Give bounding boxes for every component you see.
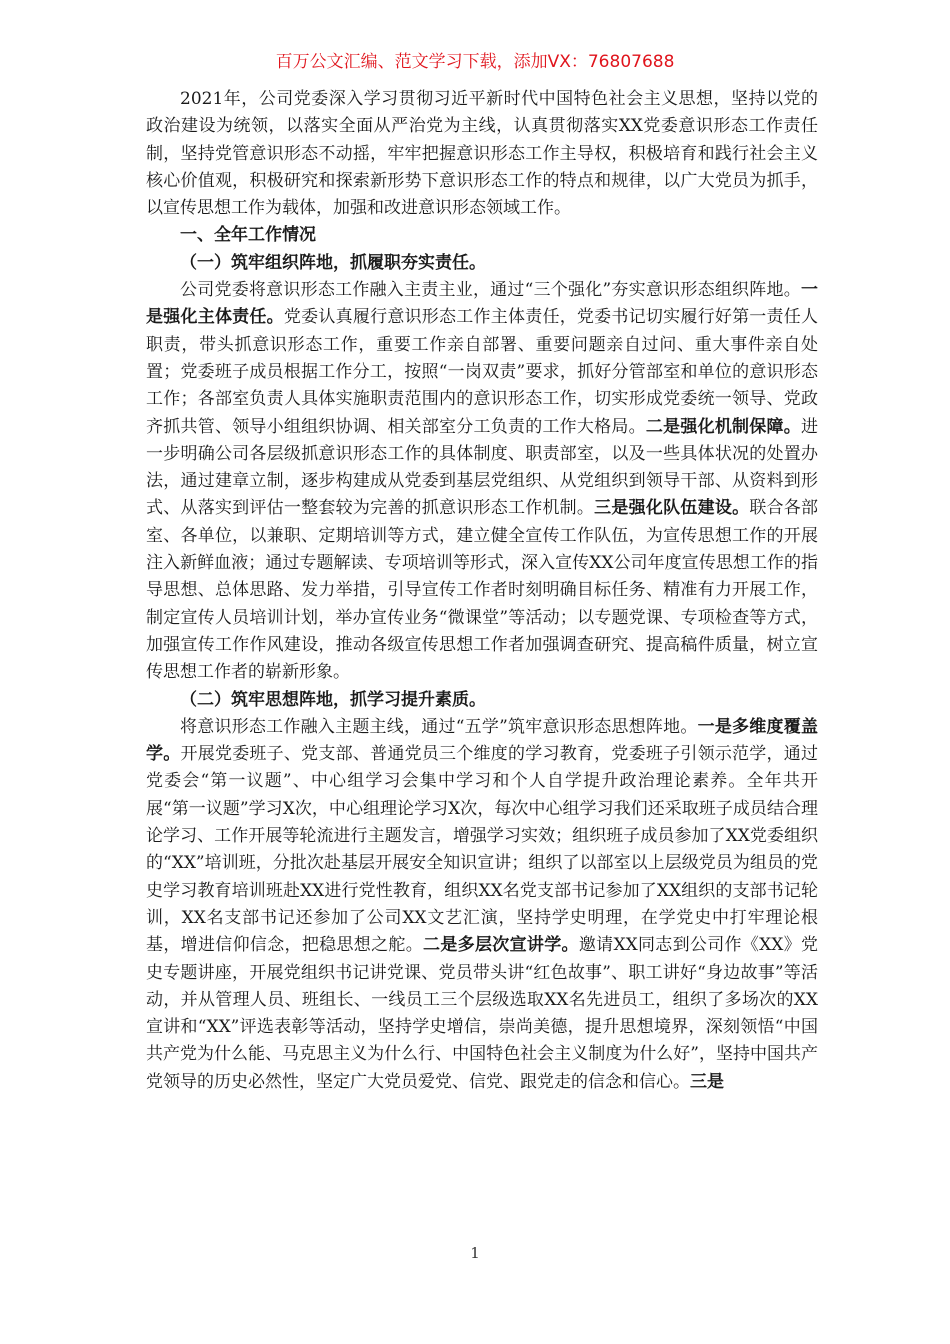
- paragraph-organization: [146, 277, 818, 686]
- bold-run: 三是强化队伍建设。: [594, 498, 750, 519]
- bold-run: 一是强化主体责任。: [146, 280, 818, 328]
- bold-run: 二是多层次宣讲学。: [423, 935, 579, 956]
- intro-paragraph: 2021年，公司党委深入学习贯彻习近平新时代中国特色社会主义思想，坚持以党的政治建设为统领，以落实全面从严治党为主线，认真贯彻落实XX党委意识形态工作责任制，坚持党管意识形态不动摇，牢牢把握意识形态工作主导权，积极培育和践行社会主义核心价值观，积极研究和探索新形势下意识形态工作的特点和规律，以广大党员为抓手，以宣传思想工作为载体，加强和改进意识形态领域工作。: [146, 89, 818, 219]
- header-banner: 百万公文汇编、范文学习下载，添加VX：76807688: [275, 52, 675, 72]
- page-number: 1: [470, 1244, 480, 1262]
- bold-run: 三是: [690, 1071, 724, 1092]
- text-run: 邀请XX同志到公司作《XX》党史专题讲座，开展党组织书记讲党课、党员带头讲“红色故事”、职工讲好“身边故事”等活动，并从管理人员、班组长、一线员工三个层级选取XX名先进员工，组织了多场次的XX宣讲和“XX”评选表彰等活动，坚持学史增信，崇尚美德，提升思想境界，深刻领悟“中国共产党为什么能、马克思主义为什么行、中国特色社会主义制度为什么好”，坚持中国共产党领导的历史必然性，坚定广大党员爱党、信党、跟党走的信念和信心。: [146, 935, 819, 1092]
- text-run: 开展党委班子、党支部、普通党员三个维度的学习教育，党委班子引领示范学，通过党委会“第一议题”、中心组学习会集中学习和个人自学提升政治理论素养。全年共开展“第一议题”学习X次，中心组理论学习X次，每次中心组学习我们还采取班子成员结合理论学习、工作开展等轮流进行主题发言，增强学习实效；组织班子成员参加了XX党委组织的“XX”培训班，分批次赴基层开展安全知识宣讲；组织了以部室以上层级党员为组员的党史学习教育培训班赴XX进行党性教育，组织XX名党支部书记参加了XX组织的支部书记轮训，XX名支部书记还参加了公司XX文艺汇演，坚持学史明理，在学党史中打牢理论根基，增进信仰信念，把稳思想之舵。: [146, 744, 819, 956]
- bold-run: 二是强化机制保障。: [645, 416, 802, 437]
- subsection-heading-1: （一）筑牢组织阵地，抓履职夯实责任。: [180, 252, 486, 273]
- section-heading-1: 一、全年工作情况: [180, 225, 316, 246]
- text-run: 进一步明确公司各层级抓意识形态工作的具体制度、职责部室，以及一些具体状况的处置办法，通过建章立制，逐步构建成从党委到基层党组织、从党组织到领导干部、从资料到形式、从落实到评估一整套较为完善的抓意识形态工作机制。: [146, 416, 819, 519]
- subsection-heading-2: （二）筑牢思想阵地，抓学习提升素质。: [180, 689, 486, 710]
- text-run: 联合各部室、各单位，以兼职、定期培训等方式，建立健全宣传工作队伍，为宣传思想工作的开展注入新鲜血液；通过专题解读、专项培训等形式，深入宣传XX公司年度宣传思想工作的指导思想、总体思路、发力举措，引导宣传工作者时刻明确目标任务、精准有力开展工作，制定宣传人员培训计划，举办宣传业务“微课堂”等活动；以专题党课、专项检查等方式，加强宣传工作作风建设，推动各级宣传思想工作者加强调查研究、提高稿件质量，树立宣传思想工作者的崭新形象。: [146, 498, 819, 683]
- paragraph-study: [146, 714, 818, 1096]
- document-body: [146, 86, 818, 1096]
- text-run: 将意识形态工作融入主题主线，通过“五学”筑牢意识形态思想阵地。: [180, 716, 698, 737]
- text-run: 公司党委将意识形态工作融入主责主业，通过“三个强化”夯实意识形态组织阵地。: [180, 280, 801, 301]
- bold-run: 一是多维度覆盖学。: [146, 716, 818, 765]
- text-run: 党委认真履行意识形态工作主体责任，党委书记切实履行好第一责任人职责，带头抓意识形态工作，重要工作亲自部署、重要问题亲自过问、重大事件亲自处置；党委班子成员根据工作分工，按照“一岗双责”要求，抓好分管部室和单位的意识形态工作；各部室负责人具体实施职责范围内的意识形态工作，切实形成党委统一领导、党政齐抓共管、领导小组组织协调、相关部室分工负责的工作大格局。: [146, 307, 819, 437]
